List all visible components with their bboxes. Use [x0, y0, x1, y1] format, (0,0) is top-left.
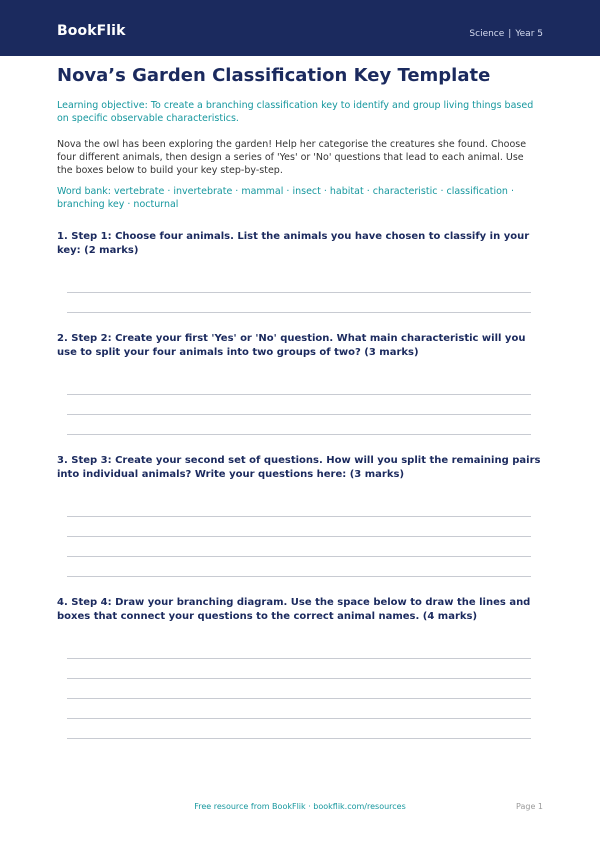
answer-line[interactable] — [67, 658, 531, 659]
answer-line[interactable] — [67, 678, 531, 679]
answer-line[interactable] — [67, 718, 531, 719]
learning-objective: Learning objective: To create a branching classification key to identify and group living things based on specific observable characteristics. — [57, 100, 534, 124]
intro-text: Nova the owl has been exploring the garden! Help her categorise the creatures she found. Choose four different animals, then design a series of 'Yes' or 'No' questions that lead to each animal. Use the boxes below to build your key step-by-step. — [57, 139, 527, 176]
page-number: Page 1 — [516, 802, 543, 811]
year-label: Year 5 — [515, 29, 543, 39]
answer-line[interactable] — [67, 576, 531, 577]
answer-line[interactable] — [67, 556, 531, 557]
answer-line[interactable] — [67, 536, 531, 537]
meta-separator: | — [508, 29, 512, 39]
answer-line[interactable] — [67, 292, 531, 293]
subject-year — [469, 29, 543, 39]
answer-line[interactable] — [67, 698, 531, 699]
brand-logo[interactable]: BookFlik — [57, 23, 126, 39]
footer-link[interactable]: Free resource from BookFlik · bookflik.com/resources — [194, 802, 406, 811]
answer-line[interactable] — [67, 394, 531, 395]
answer-line[interactable] — [67, 312, 531, 313]
answer-line[interactable] — [67, 738, 531, 739]
answer-line[interactable] — [67, 414, 531, 415]
question-1: 1. Step 1: Choose four animals. List the animals you have chosen to classify in your key: (2 marks) — [57, 231, 530, 256]
word-bank: Word bank: vertebrate · invertebrate · mammal · insect · habitat · characteristic · classification · branching key · nocturnal — [57, 186, 514, 210]
question-4: 4. Step 4: Draw your branching diagram. Use the space below to draw the lines and boxes that connect your questions to the correct animal names. (4 marks) — [57, 597, 531, 622]
subject-label: Science — [469, 29, 505, 39]
answer-line[interactable] — [67, 434, 531, 435]
page-title: Nova’s Garden Classification Key Template — [57, 65, 491, 86]
page-header — [0, 0, 600, 56]
question-3: 3. Step 3: Create your second set of questions. How will you split the remaining pairs into individual animals? Write your questions here: (3 marks) — [57, 455, 541, 480]
answer-line[interactable] — [67, 516, 531, 517]
question-2: 2. Step 2: Create your first 'Yes' or 'No' question. What main characteristic will you use to split your four animals into two groups of two? (3 marks) — [57, 333, 526, 358]
